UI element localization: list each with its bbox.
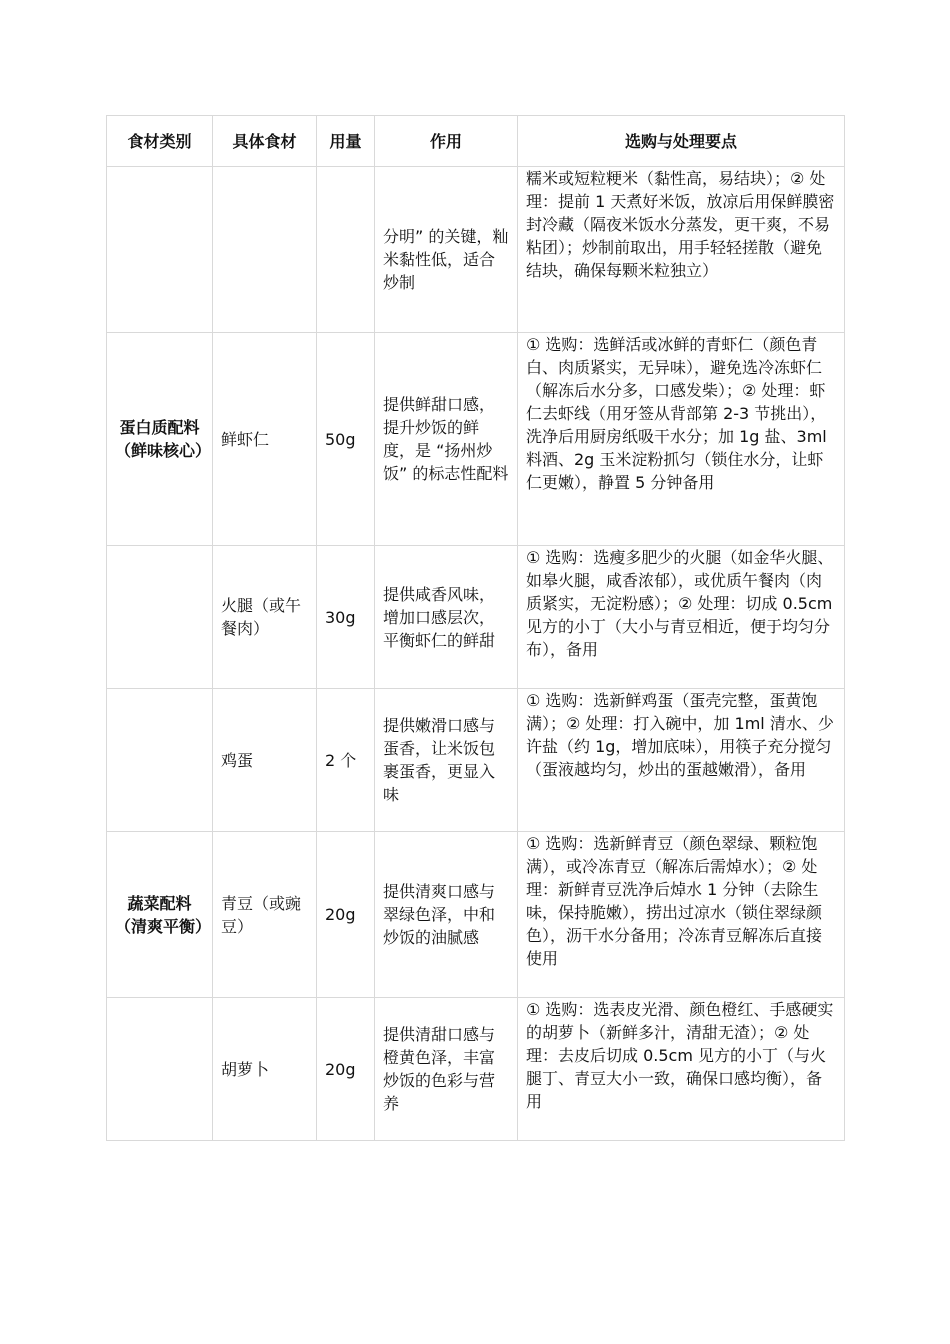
category-cell: 蛋白质配料（鲜味核心）: [107, 333, 213, 546]
category-cell: [107, 167, 213, 333]
header-category: 食材类别: [107, 116, 213, 167]
amount-cell: [317, 167, 375, 333]
table-row: [107, 998, 845, 1141]
header-effect: 作用: [375, 116, 518, 167]
category-cell: 蔬菜配料（清爽平衡）: [107, 832, 213, 998]
ingredients-table: [106, 115, 845, 1141]
header-amount: 用量: [317, 116, 375, 167]
effect-cell: 提供咸香风味，增加口感层次，平衡虾仁的鲜甜: [375, 546, 518, 689]
tips-cell: ① 选购：选新鲜青豆（颜色翠绿、颗粒饱满），或冷冻青豆（解冻后需焯水）；② 处理：新鲜青豆洗净后焯水 1 分钟（去除生味，保持脆嫩），捞出过凉水（锁住翠绿颜色），沥干水分备用；冷冻青豆解冻后直接使用: [518, 832, 845, 998]
amount-cell: 2 个: [317, 689, 375, 832]
effect-cell: 提供嫩滑口感与蛋香，让米饭包裹蛋香，更显入味: [375, 689, 518, 832]
amount-cell: 20g: [317, 998, 375, 1141]
tips-cell: ① 选购：选新鲜鸡蛋（蛋壳完整，蛋黄饱满）；② 处理：打入碗中，加 1ml 清水、少许盐（约 1g，增加底味），用筷子充分搅匀（蛋液越均匀，炒出的蛋越嫩滑），备用: [518, 689, 845, 832]
table-row: [107, 167, 845, 333]
ingredient-cell: 鸡蛋: [213, 689, 317, 832]
effect-cell: 提供清爽口感与翠绿色泽，中和炒饭的油腻感: [375, 832, 518, 998]
table-row: [107, 689, 845, 832]
table-header-row: [107, 116, 845, 167]
header-tips: 选购与处理要点: [518, 116, 845, 167]
ingredient-cell: [213, 167, 317, 333]
header-ingredient: 具体食材: [213, 116, 317, 167]
effect-cell: 提供清甜口感与橙黄色泽，丰富炒饭的色彩与营养: [375, 998, 518, 1141]
effect-cell: 提供鲜甜口感，提升炒饭的鲜度，是 “扬州炒饭” 的标志性配料: [375, 333, 518, 546]
amount-cell: 30g: [317, 546, 375, 689]
effect-cell: 分明” 的关键，籼米黏性低，适合炒制: [375, 167, 518, 333]
amount-cell: 50g: [317, 333, 375, 546]
tips-cell: ① 选购：选表皮光滑、颜色橙红、手感硬实的胡萝卜（新鲜多汁，清甜无渣）；② 处理：去皮后切成 0.5cm 见方的小丁（与火腿丁、青豆大小一致，确保口感均衡），备用: [518, 998, 845, 1141]
ingredient-cell: 鲜虾仁: [213, 333, 317, 546]
table-row: [107, 333, 845, 546]
ingredient-cell: 青豆（或豌豆）: [213, 832, 317, 998]
table-row: [107, 546, 845, 689]
table-row: [107, 832, 845, 998]
ingredient-cell: 火腿（或午餐肉）: [213, 546, 317, 689]
category-cell: [107, 689, 213, 832]
tips-cell: ① 选购：选鲜活或冰鲜的青虾仁（颜色青白、肉质紧实，无异味），避免选冷冻虾仁（解冻后水分多，口感发柴）；② 处理：虾仁去虾线（用牙签从背部第 2-3 节挑出），洗净后用厨房纸吸干水分；加 1g 盐、3ml 料酒、2g 玉米淀粉抓匀（锁住水分，让虾仁更嫩），静置 5 分钟备用: [518, 333, 845, 546]
tips-cell: ① 选购：选瘦多肥少的火腿（如金华火腿、如皋火腿，咸香浓郁），或优质午餐肉（肉质紧实，无淀粉感）；② 处理：切成 0.5cm 见方的小丁（大小与青豆相近，便于均匀分布），备用: [518, 546, 845, 689]
tips-cell: 糯米或短粒粳米（黏性高，易结块）；② 处理：提前 1 天煮好米饭，放凉后用保鲜膜密封冷藏（隔夜米饭水分蒸发，更干爽，不易粘团）；炒制前取出，用手轻轻搓散（避免结块，确保每颗米粒独立）: [518, 167, 845, 333]
ingredient-cell: 胡萝卜: [213, 998, 317, 1141]
category-cell: [107, 998, 213, 1141]
amount-cell: 20g: [317, 832, 375, 998]
category-cell: [107, 546, 213, 689]
